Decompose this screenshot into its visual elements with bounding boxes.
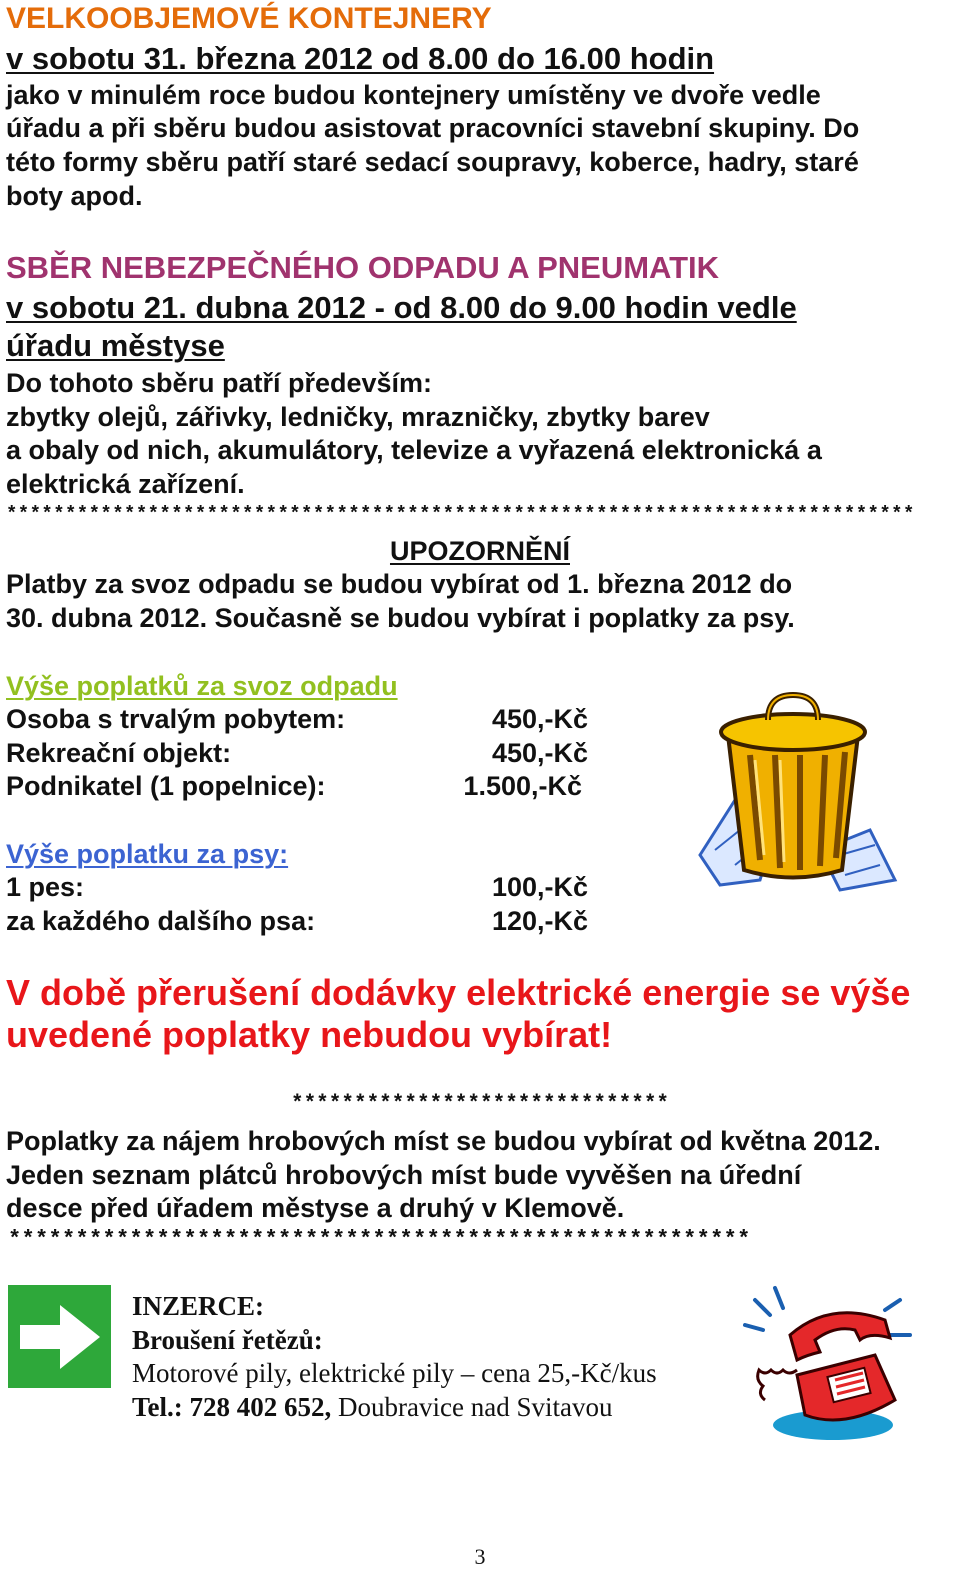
section2-date: úřadu městyse xyxy=(6,328,225,363)
page-number: 3 xyxy=(474,1544,486,1569)
notice-line: 30. dubna 2012. Současně se budou vybírat i poplatky za psy. xyxy=(6,603,795,633)
section2-line: a obaly od nich, akumulátory, televize a vyřazená elektronická a xyxy=(6,435,822,465)
ad-contact xyxy=(132,1390,612,1424)
notice-title: UPOZORNĚNÍ xyxy=(389,536,570,566)
ad-description: Motorové pily, elektrické pily – cena 25,-Kč/kus xyxy=(132,1358,657,1388)
graves-line: Jeden seznam plátců hrobových míst bude vyvěšen na úřední xyxy=(6,1160,802,1190)
separator: ****************************** xyxy=(290,1093,670,1116)
waste-fee-label: Osoba s trvalým pobytem: xyxy=(6,704,346,734)
notice-line: Platby za svoz odpadu se budou vybírat od 1. března 2012 do xyxy=(6,569,793,599)
waste-fee-amount: 450,-Kč xyxy=(491,704,588,734)
section1-title: VELKOOBJEMOVÉ KONTEJNERY xyxy=(6,2,492,35)
dog-fee-label: za každého dalšího psa: xyxy=(6,906,316,936)
section2-line: elektrická zařízení. xyxy=(6,469,245,499)
section1-line: této formy sběru patří staré sedací soupravy, koberce, hadry, staré xyxy=(6,147,859,177)
section2-title: SBĚR NEBEZPEČNÉHO ODPADU A PNEUMATIK xyxy=(6,250,720,285)
waste-fee-label: Rekreační objekt: xyxy=(6,738,232,768)
section2-date: v sobotu 21. dubna 2012 - od 8.00 do 9.00 hodin vedle xyxy=(6,290,797,325)
dog-fee-amount: 100,-Kč xyxy=(491,872,588,902)
ad-subtitle: Broušení řetězů: xyxy=(132,1325,323,1355)
graves-line: Poplatky za nájem hrobových míst se budou vybírat od května 2012. xyxy=(6,1126,881,1156)
arrow-right-icon xyxy=(8,1285,111,1388)
dog-fees-heading: Výše poplatku za psy: xyxy=(6,839,289,869)
ad-title: INZERCE: xyxy=(132,1291,265,1321)
section1-line: úřadu a při sběru budou asistovat pracovníci stavební skupiny. Do xyxy=(6,113,860,143)
waste-fee-label: Podnikatel (1 popelnice): xyxy=(6,771,326,801)
waste-fees-heading: Výše poplatků za svoz odpadu xyxy=(6,671,398,701)
ad-location: Doubravice nad Svitavou xyxy=(331,1392,613,1422)
waste-fee-amount: 1.500,-Kč xyxy=(463,771,582,801)
waste-fee-amount: 450,-Kč xyxy=(491,738,588,768)
section2-line: Do tohoto sběru patří především: xyxy=(6,368,433,398)
separator: ******************************************************* xyxy=(8,1227,751,1252)
telephone-icon xyxy=(735,1280,915,1445)
dog-fee-amount: 120,-Kč xyxy=(491,906,588,936)
graves-line: desce před úřadem městyse a druhý v Klemově. xyxy=(6,1193,625,1223)
section1-line: boty apod. xyxy=(6,181,143,211)
ad-phone: Tel.: 728 402 652, xyxy=(132,1392,332,1422)
separator: ***************************************************************************** xyxy=(6,503,915,525)
warning-line: V době přerušení dodávky elektrické energie se výše xyxy=(6,972,911,1013)
section2-line: zbytky olejů, zářivky, ledničky, mrazničky, zbytky barev xyxy=(6,402,710,432)
section1-line: jako v minulém roce budou kontejnery umístěny ve dvoře vedle xyxy=(6,80,821,110)
trash-can-icon xyxy=(680,680,905,905)
warning-line: uvedené poplatky nebudou vybírat! xyxy=(6,1014,613,1055)
dog-fee-label: 1 pes: xyxy=(6,872,85,902)
section1-date: v sobotu 31. března 2012 od 8.00 do 16.00 hodin xyxy=(6,41,715,76)
